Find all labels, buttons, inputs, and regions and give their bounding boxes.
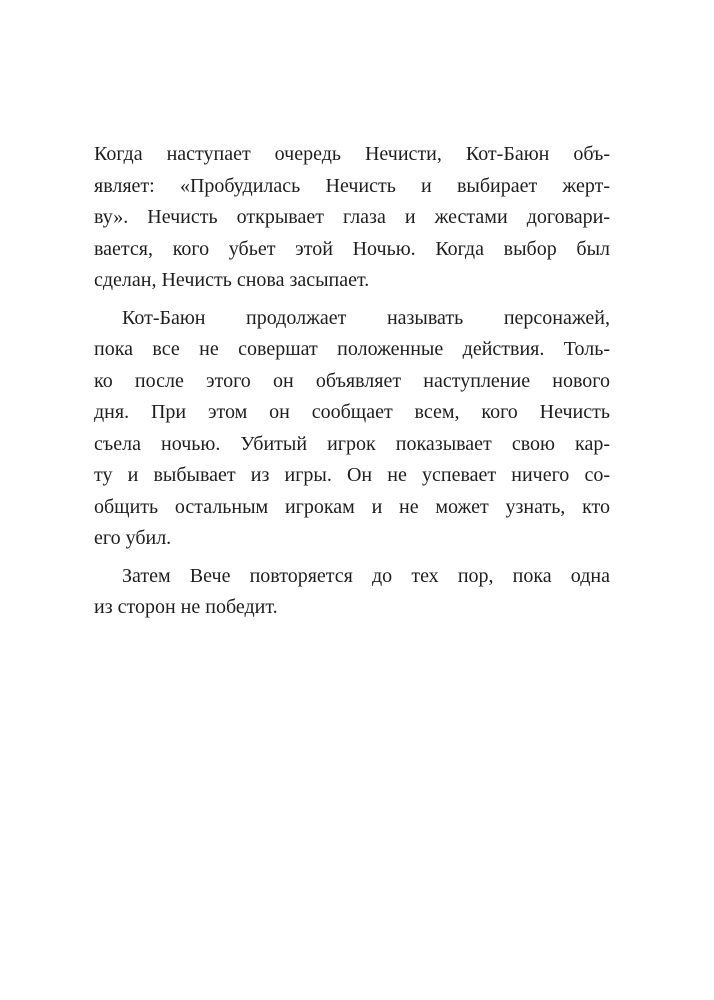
text-line: Кот-Баюн продолжает называть персонажей, [122, 306, 610, 329]
paragraph-2 [94, 303, 610, 555]
body-text [94, 139, 610, 630]
text-line: пока все не совершат положенные действия. Толь- [94, 338, 610, 360]
paragraph-1 [94, 139, 610, 297]
paragraph-3 [94, 561, 610, 624]
text-line: ву». Нечисть открывает глаза и жестами договари- [94, 206, 610, 228]
text-line: общить остальным игрокам и не может узнать, кто [94, 495, 610, 518]
text-line: ко после этого он объявляет наступление нового [94, 369, 610, 392]
text-line: Затем Вече повторяется до тех пор, пока одна [122, 564, 610, 587]
text-line: ту и выбывает из игры. Он не успевает ничего со- [94, 464, 610, 486]
text-line: дня. При этом он сообщает всем, кого Нечисть [94, 401, 610, 423]
text-line: вается, кого убьет этой Ночью. Когда выбор был [94, 237, 610, 260]
text-line: его убил. [94, 527, 172, 549]
text-line: съела ночью. Убитый игрок показывает свою кар- [94, 432, 610, 455]
text-line: являет: «Пробудилась Нечисть и выбирает жерт- [94, 174, 610, 197]
text-line: сделан, Нечисть снова засыпает. [94, 269, 370, 291]
text-line: из сторон не победит. [94, 596, 278, 618]
text-line: Когда наступает очередь Нечисти, Кот-Баюн объ- [94, 143, 610, 165]
